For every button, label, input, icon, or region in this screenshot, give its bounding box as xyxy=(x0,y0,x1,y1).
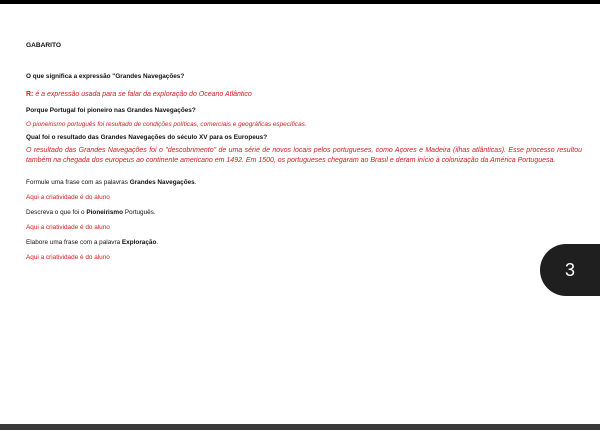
answer-4: Aqui a criatividade é do aluno xyxy=(26,194,110,201)
question-6 xyxy=(26,239,582,246)
question-4-keyword: Grandes Navegações xyxy=(129,179,195,186)
question-5 xyxy=(26,209,582,216)
answer-1-label: R: xyxy=(26,91,34,98)
answer-5: Aqui a criatividade é do aluno xyxy=(26,224,110,231)
question-3: Qual foi o resultado das Grandes Navegações do século XV para os Europeus? xyxy=(26,134,268,141)
answer-6: Aqui a criatividade é do aluno xyxy=(26,254,110,261)
question-5-suffix: Português. xyxy=(122,209,156,216)
question-2: Porque Portugal foi pioneiro nas Grandes Navegações? xyxy=(26,107,196,114)
answer-key-content xyxy=(26,42,582,261)
question-5-prefix: Descreva o que foi o xyxy=(26,209,87,216)
answer-1 xyxy=(26,90,582,100)
question-4 xyxy=(26,179,582,186)
question-4-prefix: Formule uma frase com as palavras xyxy=(26,179,130,186)
question-5-keyword: Pioneirismo xyxy=(86,209,123,216)
question-1: O que significa a expressão "Grandes Navegações? xyxy=(26,73,185,80)
page-title: GABARITO xyxy=(26,42,62,49)
answer-2: O pioneirismo português foi resultado de condições políticas, comerciais e geográficas específicas. xyxy=(26,121,307,128)
question-6-prefix: Elabore uma frase com a palavra xyxy=(26,239,122,246)
bottom-bar xyxy=(0,424,600,430)
document-page xyxy=(0,4,600,424)
question-4-suffix: . xyxy=(194,179,197,186)
page-number-badge[interactable] xyxy=(540,244,600,296)
answer-3: O resultado das Grandes Navegações foi o "descobrimento" de uma série de novos locais pelos portugueses, como Açores e Madeira (ilhas atlânticas). Esse processo resultou também na chegada dos europeus ao continente americano em 1492. Em 1500, os portugueses chegaram ao Brasil e deram início à colonização da América Portuguesa. xyxy=(26,147,582,164)
question-6-suffix: . xyxy=(156,239,159,246)
page-number: 3 xyxy=(564,259,575,280)
answer-1-text: é a expressão usada para se falar da exploração do Oceano Atlântico xyxy=(33,91,252,98)
question-6-keyword: Exploração xyxy=(121,239,157,246)
